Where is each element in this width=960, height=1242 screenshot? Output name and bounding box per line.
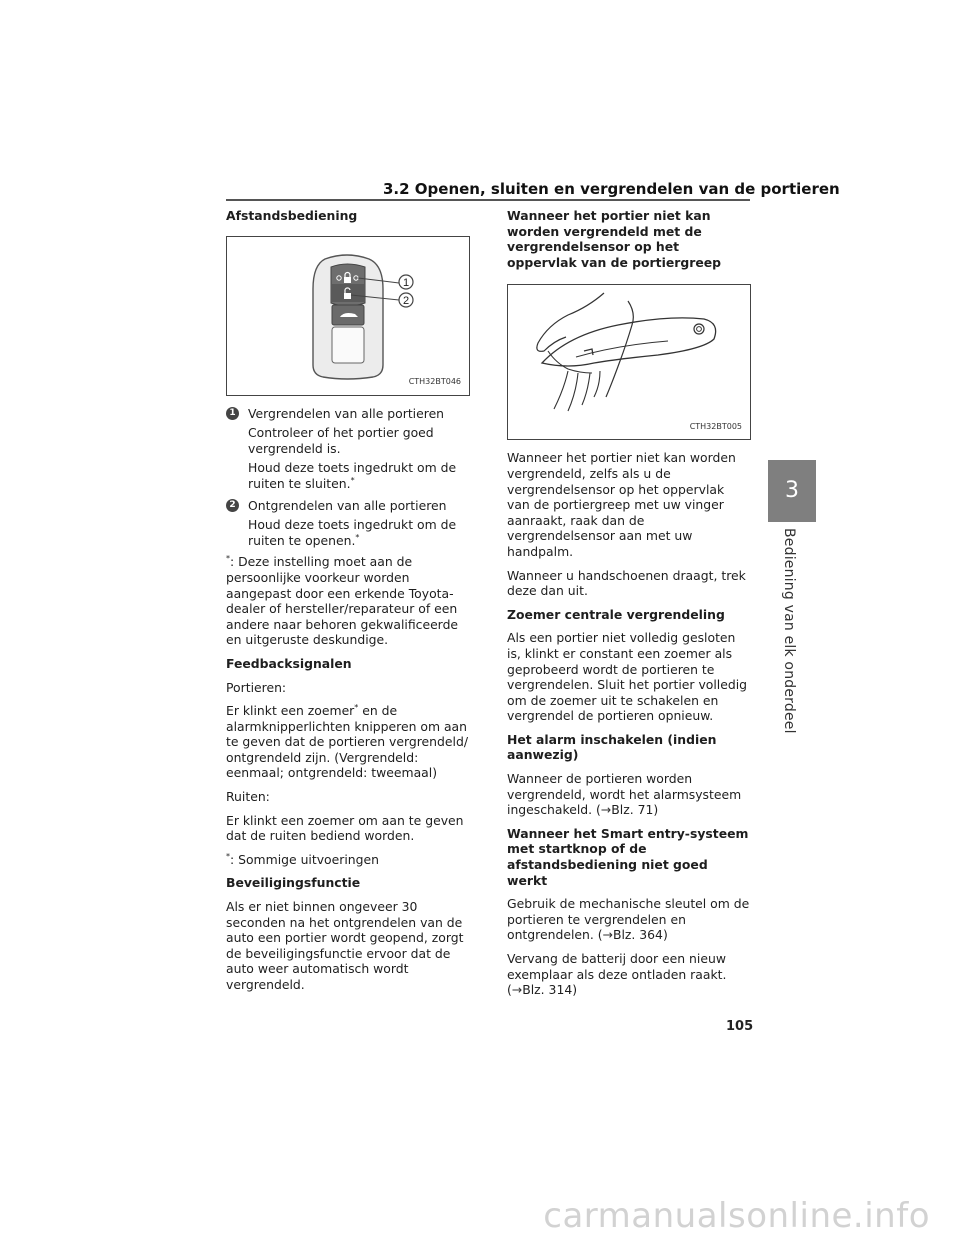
footnote-dealer: *: Deze instelling moet aan de persoonlijke voorkeur worden aangepast door een erkende Toyota-dealer of hersteller/reparateur of een andere naar behoren gekwalificeerde en uitgeruste deskundige. <box>226 554 459 648</box>
figure-door-handle <box>507 284 751 440</box>
battery-text: Vervang de batterij door een nieuw exemplaar als deze ontladen raakt. (→Blz. 314) <box>507 951 727 998</box>
buzzer-text: Als een portier niet volledig gesloten is, klinkt er constant een zoemer als geprobeerd wordt de portieren te vergrendelen. Sluit het portier volledig om de zoemer uit te schakelen en vergrendel de portieren opnieuw. <box>507 630 748 724</box>
item-title: Ontgrendelen van alle portieren <box>248 497 447 513</box>
figure-remote-key <box>226 236 470 396</box>
item-number-badge: 1 <box>226 407 239 420</box>
heading-buzzer: Zoemer centrale vergrendeling <box>507 606 725 622</box>
door-handle-illustration <box>508 285 750 439</box>
right-column <box>507 208 750 1006</box>
header-rule <box>226 199 750 201</box>
heading-alarm: Het alarm inschakelen (indien aanwezig) <box>507 731 717 763</box>
gloves-text: Wanneer u handschoenen draagt, trek deze dan uit. <box>507 567 746 599</box>
heading-smart-entry: Wanneer het Smart entry-systeem met startknop of de afstandsbediening niet goed werkt <box>507 825 749 888</box>
heading-sensor: Wanneer het portier niet kan worden vergrendeld met de vergrendelsensor op het oppervlak van de portiergreep <box>507 208 721 270</box>
list-item <box>226 498 469 549</box>
heading-security: Beveiligingsfunctie <box>226 875 361 891</box>
security-text: Als er niet binnen ongeveer 30 seconden na het ontgrendelen van de auto een portier wordt geopend, zorgt de beveiligingsfunctie ervoor dat de auto weer automatisch wordt vergrendeld. <box>226 899 464 992</box>
doors-text: Er klinkt een zoemer* en de alarmknipperlichten knipperen om aan te geven dat de portieren vergrendeld/ ontgrendeld zijn. (Vergrendeld: eenmaal; ontgrendeld: tweemaal) <box>226 702 469 781</box>
heading-remote: Afstandsbediening <box>226 208 358 223</box>
left-column <box>226 208 469 1001</box>
callout-1: 1 <box>402 276 410 289</box>
item-detail-with-footnote: Houd deze toets ingedrukt om de ruiten te sluiten.* <box>248 460 457 491</box>
item-number-badge: 2 <box>226 499 239 512</box>
remote-key-illustration <box>227 237 469 395</box>
item-title: Vergrendelen van alle portieren <box>248 405 445 421</box>
callout-2: 2 <box>402 294 410 307</box>
smart-entry-text: Gebruik de mechanische sleutel om de portieren te vergrendelen en ontgrendelen. (→Blz. 364) <box>507 896 750 943</box>
figure-code: CTH32BT046 <box>408 377 461 386</box>
arrow-icon: → <box>511 982 523 998</box>
item-detail: Controleer of het portier goed vergrendeld is. <box>248 425 434 456</box>
page-number: 105 <box>726 1019 754 1034</box>
chapter-tab-label: Bediening van elk onderdeel <box>781 528 797 734</box>
chapter-tab: 3 <box>768 460 816 522</box>
doors-label: Portieren: <box>226 679 287 695</box>
footnote-versions: *: Sommige uitvoeringen <box>226 851 379 867</box>
arrow-icon: → <box>600 802 612 818</box>
list-item <box>226 406 469 492</box>
windows-label: Ruiten: <box>226 789 270 805</box>
item-details <box>248 425 469 491</box>
page-header-title: 3.2 Openen, sluiten en vergrendelen van de portieren <box>383 180 840 198</box>
figure-code: CTH32BT005 <box>689 421 742 431</box>
heading-feedback: Feedbacksignalen <box>226 655 352 671</box>
watermark: carmanualsonline.info <box>543 1196 930 1236</box>
sensor-text: Wanneer het portier niet kan worden vergrendeld, zelfs als u de vergrendelsensor op het oppervlak van de portiergreep met uw vinger aanraakt, raak dan de vergrendelsensor aan met uw handpalm. <box>507 450 736 559</box>
windows-text: Er klinkt een zoemer om aan te geven dat de ruiten bediend worden. <box>226 812 464 844</box>
item-details <box>248 517 469 548</box>
item-detail-with-footnote: Houd deze toets ingedrukt om de ruiten te openen.* <box>248 517 457 548</box>
alarm-text: Wanneer de portieren worden vergrendeld, wordt het alarmsysteem ingeschakeld. (→Blz. 71) <box>507 771 742 818</box>
arrow-icon: → <box>602 927 613 943</box>
